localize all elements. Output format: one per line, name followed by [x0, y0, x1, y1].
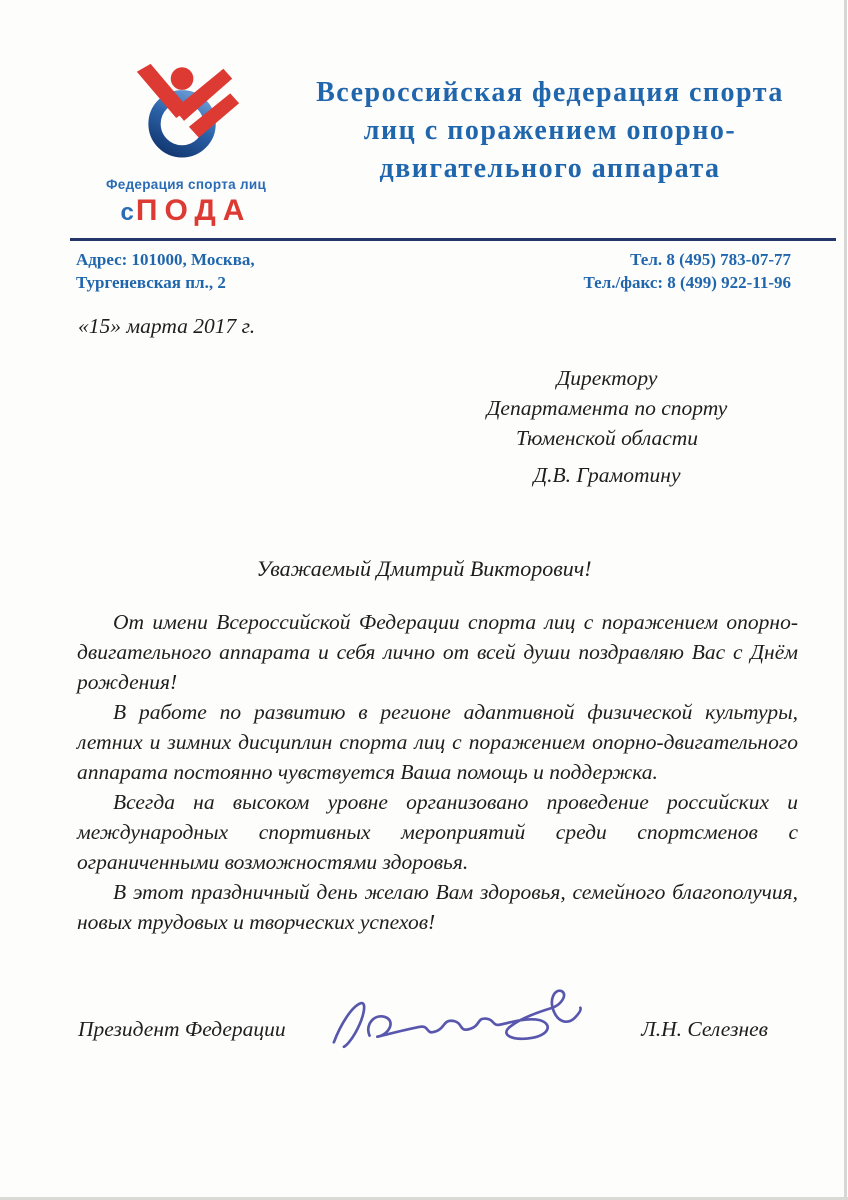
- letter-body: [0, 582, 848, 937]
- organization-title-line: лиц с поражением опорно-: [363, 115, 737, 146]
- body-paragraph: В этот праздничный день желаю Вам здоровья, семейного благополучия, новых трудовых и творческих успехов!: [77, 880, 798, 934]
- address-line: Тургеневская пл., 2: [76, 273, 226, 292]
- logo-acronym: [72, 195, 300, 229]
- contact-phones: [583, 248, 791, 294]
- contact-address: [76, 248, 255, 294]
- body-paragraph: В работе по развитию в регионе адаптивной физической культуры, летних и зимних дисциплин спорта лиц с поражением опорно-двигательного аппарата постоянно чувствуется Ваша помощь и поддержка.: [77, 700, 798, 784]
- signer-name: Л.Н. Селезнев: [641, 1017, 768, 1041]
- recipient-name: Д.В. Грамотину: [533, 463, 681, 487]
- organization-title: [300, 54, 800, 229]
- letter-date: «15» марта 2017 г.: [78, 314, 256, 338]
- salutation: Уважаемый Дмитрий Викторович!: [256, 556, 592, 581]
- organization-title-line: двигательного аппарата: [379, 153, 721, 184]
- federation-emblem-icon: [111, 56, 261, 174]
- organization-title-line: Всероссийская федерация спорта: [316, 77, 784, 108]
- recipient-block: [457, 363, 757, 490]
- federation-logo: [72, 54, 300, 229]
- phone-line: Тел. 8 (495) 783-07-77: [630, 250, 791, 269]
- address-line: Адрес: 101000, Москва,: [76, 250, 255, 269]
- handwritten-signature-icon: [316, 984, 606, 1056]
- scan-edge: [844, 0, 847, 1200]
- logo-acronym-main: ПОДА: [135, 194, 252, 227]
- signer-title: Президент Федерации: [78, 1017, 286, 1041]
- recipient-line: Тюменской области: [515, 426, 699, 450]
- body-paragraph: От имени Всероссийской Федерации спорта лиц с поражением опорно-двигательного аппарата и себя лично от всей души поздравляю Вас с Днём рождения!: [77, 610, 798, 694]
- logo-caption: Федерация спорта лиц: [105, 177, 267, 192]
- logo-acronym-prefix: с: [120, 199, 136, 226]
- contact-row: [0, 241, 848, 294]
- body-paragraph: Всегда на высоком уровне организовано проведение российских и международных спортивных мероприятий среди спортсменов с ограниченными возможностями здоровья.: [77, 790, 798, 874]
- recipient-line: Департамента по спорту: [486, 396, 728, 420]
- recipient-line: Директору: [556, 366, 658, 390]
- letterhead: [0, 0, 848, 229]
- phone-fax-line: Тел./факс: 8 (499) 922-11-96: [583, 273, 791, 292]
